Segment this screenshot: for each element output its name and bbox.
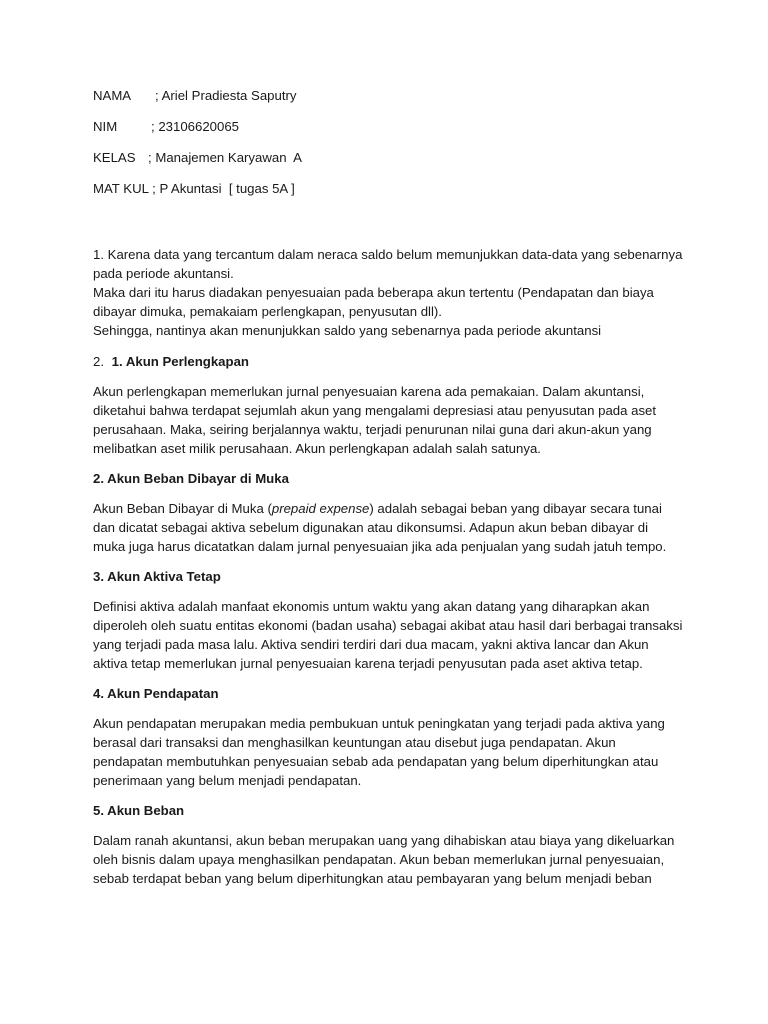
section-body-beban: Dalam ranah akuntansi, akun beban merupakan uang yang dihabiskan atau biaya yang dikeluarkan oleh bisnis dalam upaya menghasilkan pendapatan. Akun beban memerlukan jurnal penyesuaian, sebab terdapat beban yang belum diperhitungkan atau pembayaran yang belum menjadi beban — [93, 833, 675, 886]
kelas-label: KELAS — [93, 150, 136, 165]
document-content — [93, 86, 683, 899]
header-kelas-line — [93, 148, 683, 167]
answer-1-line-3: Sehingga, nantinya akan menunjukkan saldo yang sebenarnya pada periode akuntansi — [93, 323, 602, 338]
nim-value: ; 23106620065 — [151, 119, 240, 134]
section-body-pendapatan: Akun pendapatan merupakan media pembukuan untuk peningkatan yang terjadi pada aktiva yang berasal dari transaksi dan menghasilkan keuntungan atau disebut juga pendapatan. Akun pendapatan membutuhkan penyesuaian sebab ada pendapatan yang belum diperhitungkan atau penerimaan yang belum menjadi pendapatan. — [93, 716, 665, 788]
section-title-perlengkapan — [93, 352, 683, 371]
kelas-value: ; Manajemen Karyawan A — [148, 150, 302, 165]
section-title-aktiva-tetap: 3. Akun Aktiva Tetap — [93, 569, 221, 584]
beban-dibayar-body-italic: prepaid expense — [271, 501, 370, 516]
section-title-text: 1. Akun Perlengkapan — [111, 354, 249, 369]
answer-1-line-2: Maka dari itu harus diadakan penyesuaian pada beberapa akun tertentu (Pendapatan dan biaya dibayar dimuka, pemakaiam perlengkapan, penyusutan dll). — [93, 285, 654, 319]
beban-dibayar-body-after: ) adalah sebagai beban yang dibayar secara tunai dan dicatat sebagai aktiva sebelum digunakan atau dikonsumsi. Adapun akun beban dibayar di muka juga harus dicatatkan dalam jurnal penyesuaian jika ada penjualan yang sudah jatuh tempo. — [93, 501, 667, 554]
nama-value: ; Ariel Pradiesta Saputry — [155, 88, 297, 103]
header-nama-line — [93, 86, 683, 105]
section-body-perlengkapan: Akun perlengkapan memerlukan jurnal penyesuaian karena ada pemakaian. Dalam akuntansi, diketahui bahwa terdapat sejumlah akun yang mengalami depresiasi atau penyusutan pada aset perusahaan. Maka, seiring berjalannya waktu, terjadi penurunan nilai guna dari akun-akun yang melibatkan aset milik perusahaan. Akun perlengkapan adalah salah satunya. — [93, 384, 657, 456]
spacer — [93, 210, 683, 245]
section-title-beban: 5. Akun Beban — [93, 803, 185, 818]
header-matkul-line: MAT KUL ; P Akuntasi [ tugas 5A ] — [93, 181, 295, 196]
section-title-beban-dibayar: 2. Akun Beban Dibayar di Muka — [93, 471, 289, 486]
nim-label: NIM — [93, 119, 118, 134]
beban-dibayar-body-before: Akun Beban Dibayar di Muka ( — [93, 501, 272, 516]
section-title-pendapatan: 4. Akun Pendapatan — [93, 686, 219, 701]
header-nim-line — [93, 117, 683, 136]
answer-1 — [93, 245, 683, 340]
answer-2-prefix: 2. — [93, 354, 104, 369]
section-body-beban-dibayar — [93, 499, 683, 556]
nama-label: NAMA — [93, 88, 132, 103]
section-body-aktiva-tetap: Definisi aktiva adalah manfaat ekonomis untum waktu yang akan datang yang diharapkan akan diperoleh oleh suatu entitas ekonomi (badan usaha) sebagai akibat atau hasil dari berbagai transaksi yang terjadi pada masa lalu. Aktiva sendiri terdiri dari dua macam, yakni aktiva lancar dan Akun aktiva tetap memerlukan jurnal penyesuaian karena terjadi penyusutan pada aset aktiva tetap. — [93, 599, 683, 671]
answer-1-line-1: 1. Karena data yang tercantum dalam neraca saldo belum memunjukkan data-data yang sebenarnya pada periode akuntansi. — [93, 247, 683, 281]
